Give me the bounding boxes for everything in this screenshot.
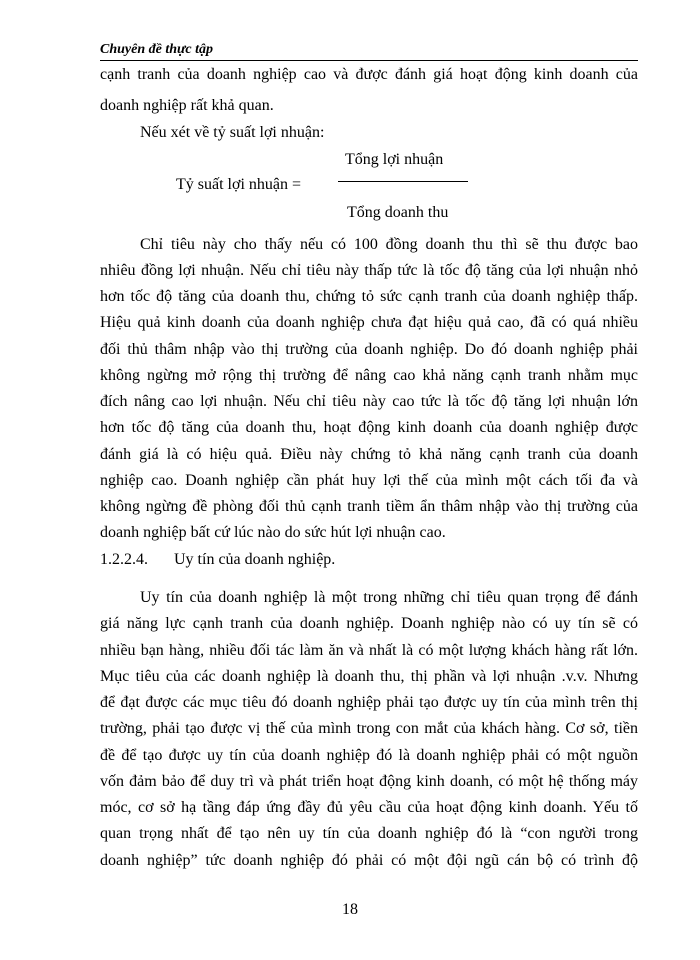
fraction-bar <box>338 181 468 182</box>
paragraph-line: Uy tín của doanh nghiệp là một trong những chỉ tiêu quan trọng để đánh <box>140 589 638 606</box>
paragraph-line: không ngừng đề phòng đối thủ cạnh tranh tiềm ẩn thâm nhập vào thị trường của <box>100 498 638 515</box>
paragraph-line: giá năng lực cạnh tranh của doanh nghiệp. Doanh nghiệp nào có uy tín sẽ có <box>100 615 638 632</box>
paragraph-line: không ngừng mở rộng thị trường để nâng cao khả năng cạnh tranh nhằm mục <box>100 367 638 384</box>
paragraph-line: vốn đảm bảo để duy trì và phát triển hoạt động kinh doanh, có một hệ thống máy <box>100 773 638 790</box>
paragraph-line: nghiệp cao. Doanh nghiệp cần phát huy lợi thế của mình một cách tối đa và <box>100 472 638 489</box>
paragraph-line: hơn tốc độ tăng của doanh thu, hoạt động kinh doanh của doanh nghiệp được <box>100 419 638 436</box>
formula-lhs: Tỷ suất lợi nhuận = <box>176 176 302 193</box>
formula-numerator: Tổng lợi nhuận <box>345 151 444 168</box>
paragraph-line: doanh nghiệp rất khả quan. <box>100 97 274 114</box>
paragraph-line: Chỉ tiêu này cho thấy nếu có 100 đồng doanh thu thì sẽ thu được bao <box>140 236 638 253</box>
paragraph-line: doanh nghiệp” tức doanh nghiệp đó phải có một đội ngũ cán bộ có trình độ <box>100 852 638 869</box>
paragraph-line: đề để tạo được uy tín của doanh nghiệp đó là doanh nghiệp phải có một nguồn <box>100 747 638 764</box>
paragraph-line: móc, cơ sở hạ tầng đáp ứng đầy đủ yêu cầu của hoạt động kinh doanh. Yếu tố <box>100 799 638 816</box>
section-title: Uy tín của doanh nghiệp. <box>174 551 336 568</box>
page-number: 18 <box>342 901 358 918</box>
paragraph-line: đích nâng cao lợi nhuận. Nếu chỉ tiêu này cao tức là tốc độ tăng lợi nhuận lớn <box>100 393 638 410</box>
paragraph-line: hơn tốc độ tăng của doanh thu, chứng tỏ sức cạnh tranh của doanh nghiệp thấp. <box>100 288 638 305</box>
paragraph-line: Mục tiêu của các doanh nghiệp là doanh thu, thị phần và lợi nhuận .v.v. Nhưng <box>100 668 638 685</box>
paragraph-line: nhiêu đồng lợi nhuận. Nếu chỉ tiêu này thấp tức là tốc độ tăng của lợi nhuận nhỏ <box>100 262 638 279</box>
section-number: 1.2.2.4. <box>100 551 148 568</box>
paragraph-line: cạnh tranh của doanh nghiệp cao và được đánh giá hoạt động kinh doanh của <box>100 66 638 83</box>
paragraph-line: nhiều bạn hàng, nhiều đối tác làm ăn và nhất là có một lượng khách hàng rất lớn. <box>100 642 638 659</box>
page-header <box>100 40 638 61</box>
formula-intro: Nếu xét về tỷ suất lợi nhuận: <box>140 124 325 141</box>
paragraph-line: đánh giá là có hiệu quả. Điều này chứng tỏ khả năng cạnh tranh của doanh <box>100 446 638 463</box>
paragraph-line: Hiệu quả kinh doanh của doanh nghiệp chưa đạt hiệu quả cao, đã có quá nhiều <box>100 314 638 331</box>
formula-denominator: Tổng doanh thu <box>347 204 449 221</box>
paragraph-line: đối thủ thâm nhập vào thị trường của doanh nghiệp. Do đó doanh nghiệp phải <box>100 341 638 358</box>
paragraph-line: quan trọng nhất để tạo nên uy tín của doanh nghiệp đó là “con người trong <box>100 825 638 842</box>
paragraph-line: để đạt được các mục tiêu đó doanh nghiệp phải tạo được uy tín của mình trên thị <box>100 694 638 711</box>
header-title: Chuyên đề thực tập <box>100 42 214 57</box>
paragraph-line: doanh nghiệp bất cứ lúc nào do sức hút lợi nhuận cao. <box>100 524 446 541</box>
paragraph-line: trường, phải tạo được vị thế của mình trong con mắt của khách hàng. Cơ sở, tiền <box>100 720 638 737</box>
